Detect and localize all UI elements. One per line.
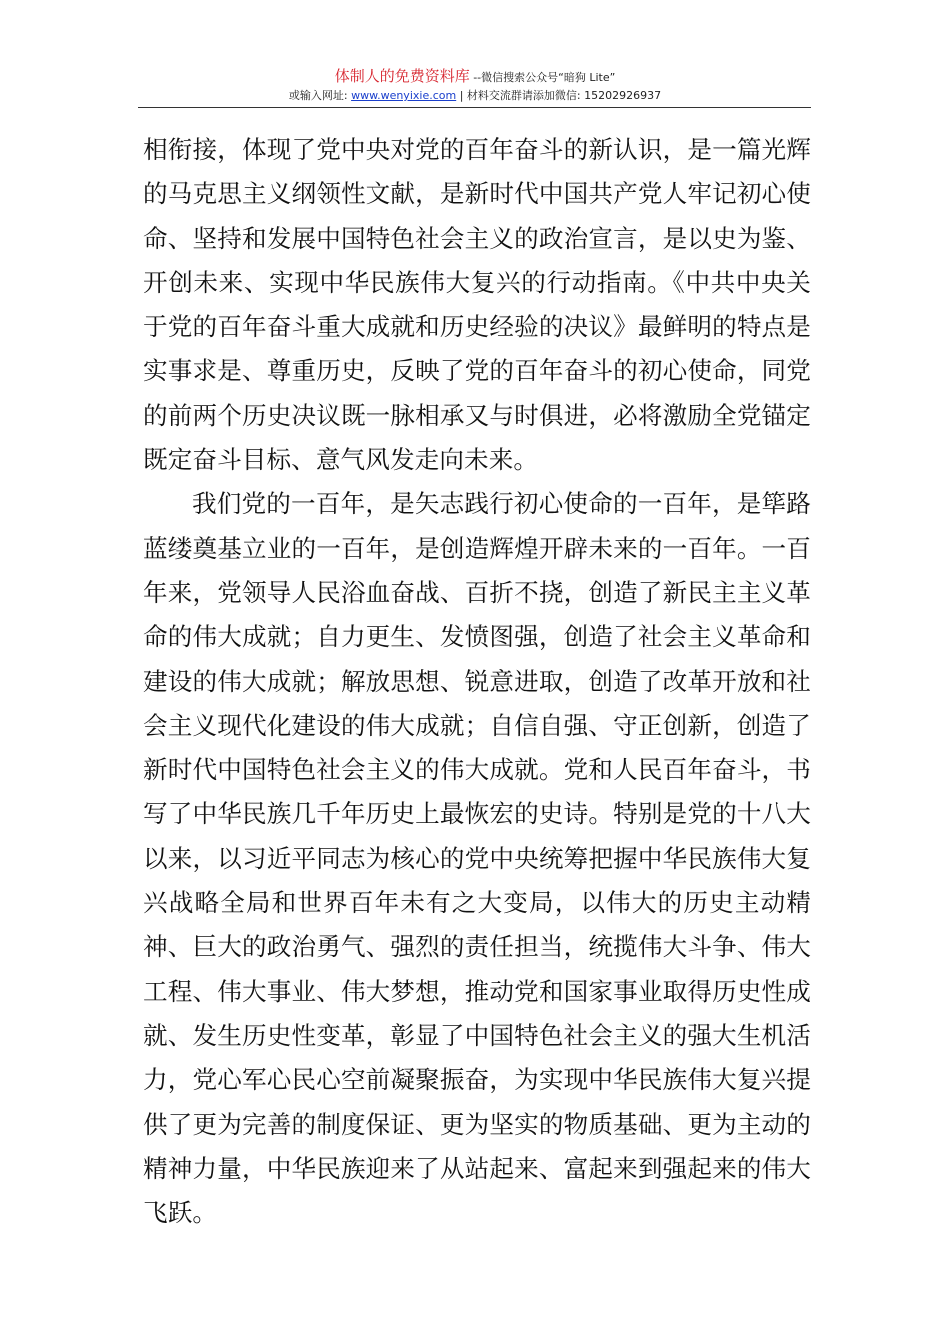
document-body [143, 128, 811, 1235]
header-divider [138, 107, 811, 108]
body-paragraph-2: 我们党的一百年，是矢志践行初心使命的一百年，是筚路蓝缕奠基立业的一百年，是创造辉煌开辟未来的一百年。一百年来，党领导人民浴血奋战、百折不挠，创造了新民主主义革命的伟大成就；自力更生、发愤图强，创造了社会主义革命和建设的伟大成就；解放思想、锐意进取，创造了改革开放和社会主义现代化建设的伟大成就；自信自强、守正创新，创造了新时代中国特色社会主义的伟大成就。党和人民百年奋斗，书写了中华民族几千年历史上最恢宏的史诗。特别是党的十八大以来，以习近平同志为核心的党中央统筹把握中华民族伟大复兴战略全局和世界百年未有之大变局，以伟大的历史主动精神、巨大的政治勇气、强烈的责任担当，统揽伟大斗争、伟大工程、伟大事业、伟大梦想，推动党和国家事业取得历史性成就、发生历史性变革，彰显了中国特色社会主义的强大生机活力，党心军心民心空前凝聚振奋，为实现中华民族伟大复兴提供了更为完善的制度保证、更为坚实的物质基础、更为主动的精神力量，中华民族迎来了从站起来、富起来到强起来的伟大飞跃。 [143, 489, 811, 1228]
body-paragraph-1: 相衔接，体现了党中央对党的百年奋斗的新认识，是一篇光辉的马克思主义纲领性文献，是新时代中国共产党人牢记初心使命、坚持和发展中国特色社会主义的政治宣言，是以史为鉴、开创未来、实现中华民族伟大复兴的行动指南。《中共中央关于党的百年奋斗重大成就和历史经验的决议》最鲜明的特点是实事求是、尊重历史，反映了党的百年奋斗的初心使命，同党的前两个历史决议既一脉相承又与时俱进，必将激励全党锚定既定奋斗目标、意气风发走向未来。 [143, 135, 811, 475]
header-note: --微信搜索公众号“暗狗 Lite” [469, 71, 616, 84]
header-url-prefix: 或输入网址: [288, 89, 352, 102]
page-header [0, 66, 950, 104]
header-contact: | 材料交流群请添加微信: 15202926937 [456, 89, 662, 102]
header-url-link[interactable]: www.wenyixie.com [351, 89, 457, 102]
header-brand: 体制人的免费资料库 [334, 67, 470, 85]
header-contact-line [0, 88, 950, 104]
header-title-line [0, 66, 950, 88]
